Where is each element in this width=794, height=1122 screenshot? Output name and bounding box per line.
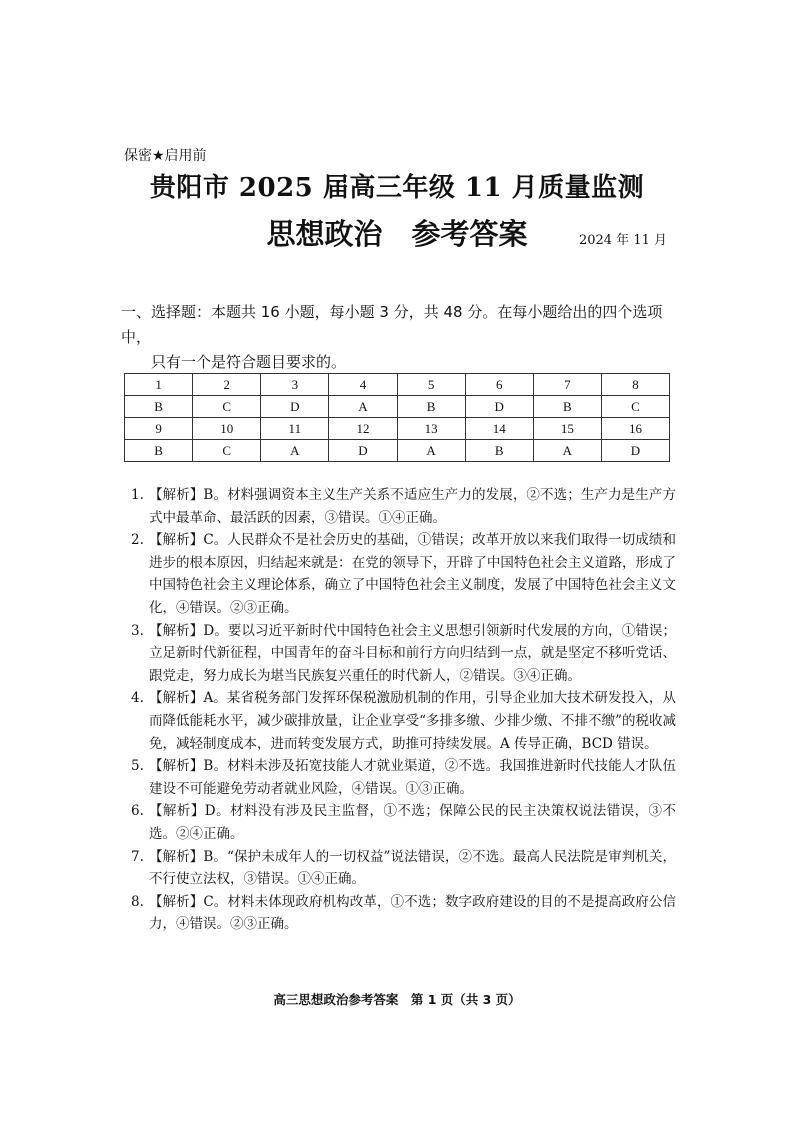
answer-cell: D [601,440,669,462]
question-number-row [125,418,670,440]
question-number-cell: 5 [397,374,465,396]
answer-cell: D [261,396,329,418]
analysis-text: 【解析】B。材料强调资本主义生产关系不适应生产力的发展，②不选；生产力是生产方式中最革命、最活跃的因素，③错误。①④正确。 [149,487,676,526]
analysis-item [131,484,676,529]
analysis-item [131,687,676,755]
question-number-cell: 7 [533,374,601,396]
analysis-text: 【解析】B。“保护未成年人的一切权益”说法错误，②不选。最高人民法院是审判机关，不行使立法权，③错误。①④正确。 [149,848,676,888]
question-number-cell: 13 [397,418,465,440]
analysis-number: 8. [131,893,144,910]
question-number-cell: 3 [261,374,329,396]
analysis-item [131,755,676,800]
document-date: 2024 年 11 月 [578,233,667,248]
question-number-cell: 11 [261,418,329,440]
question-number-cell: 6 [465,374,533,396]
analysis-number: 3. [131,622,144,639]
question-number-cell: 12 [329,418,397,440]
analysis-number: 6. [131,803,144,820]
analysis-item [131,891,676,936]
answer-row [125,396,670,418]
question-number-cell: 15 [533,418,601,440]
question-number-cell: 2 [193,374,261,396]
analysis-text: 【解析】D。要以习近平新时代中国特色社会主义思想引领新时代发展的方向，①错误；立足新时代新征程，中国青年的奋斗目标和前行方向归结到一点，就是坚定不移听党话、跟党走，努力成长为堪当民族复兴重任的时代新人，②错误。③④正确。 [149,622,676,684]
answer-cell: B [125,396,193,418]
analysis-text: 【解析】B。材料未涉及拓宽技能人才就业渠道，②不选。我国推进新时代技能人才队伍建设不可能避免劳动者就业风险，④错误。①③正确。 [149,758,676,797]
analysis-number: 5. [131,758,144,775]
answer-cell: A [329,396,397,418]
answer-cell: A [533,440,601,462]
question-number-cell: 16 [601,418,669,440]
question-number-cell: 9 [125,418,193,440]
section-heading-line1: 一、选择题：本题共 16 小题，每小题 3 分，共 48 分。在每小题给出的四个选项中， [121,303,663,346]
question-number-cell: 1 [125,374,193,396]
analysis-item [131,620,676,688]
question-number-row [125,374,670,396]
analysis-text: 【解析】A。某省税务部门发挥环保税激励机制的作用，引导企业加大技术研发投入，从而降低能耗水平，减少碳排放量，让企业享受“多排多缴、少排少缴、不排不缴”的税收减免，减轻制度成本，进而转变发展方式，助推可持续发展。A 传导正确，BCD 错误。 [149,690,676,752]
answer-cell: B [533,396,601,418]
answer-row [125,440,670,462]
answer-cell: C [193,396,261,418]
analysis-item [131,846,676,891]
analysis-number: 4. [131,690,144,707]
answer-cell: B [465,440,533,462]
analysis-number: 2. [131,532,144,549]
answer-cell: B [397,396,465,418]
question-number-cell: 4 [329,374,397,396]
analysis-item [131,529,676,619]
analysis-text: 【解析】D。材料没有涉及民主监督，①不选；保障公民的民主决策权说法错误，③不选。②④正确。 [149,803,676,842]
analysis-number: 7. [131,848,144,865]
answer-cell: B [125,440,193,462]
analysis-text: 【解析】C。材料未体现政府机构改革，①不选；数字政府建设的目的不是提高政府公信力，④错误。②③正确。 [149,893,676,933]
analysis-number: 1. [131,487,144,503]
answer-cell: D [329,440,397,462]
answer-cell: C [601,396,669,418]
section-heading [121,300,677,375]
question-number-cell: 8 [601,374,669,396]
document-subtitle: 思想政治 参考答案 [266,217,528,251]
page-footer: 高三思想政治参考答案 第 1 页（共 3 页） [273,992,521,1007]
answer-cell: C [193,440,261,462]
analysis-item [131,800,676,845]
answer-cell: D [465,396,533,418]
analysis-list [131,484,676,936]
section-heading-line2: 只有一个是符合题目要求的。 [151,353,347,371]
answer-table [124,373,670,462]
answer-cell: A [261,440,329,462]
question-number-cell: 10 [193,418,261,440]
exam-title: 贵阳市 2025 届高三年级 11 月质量监测 [149,173,645,203]
analysis-text: 【解析】C。人民群众不是社会历史的基础，①错误；改革开放以来我们取得一切成绩和进步的根本原因，归结起来就是：在党的领导下，开辟了中国特色社会主义道路，形成了中国特色社会主义理论体系，确立了中国特色社会主义制度，发展了中国特色社会主义文化，④错误。②③正确。 [149,532,676,616]
confidential-label: 保密★启用前 [124,148,207,164]
answer-cell: A [397,440,465,462]
question-number-cell: 14 [465,418,533,440]
